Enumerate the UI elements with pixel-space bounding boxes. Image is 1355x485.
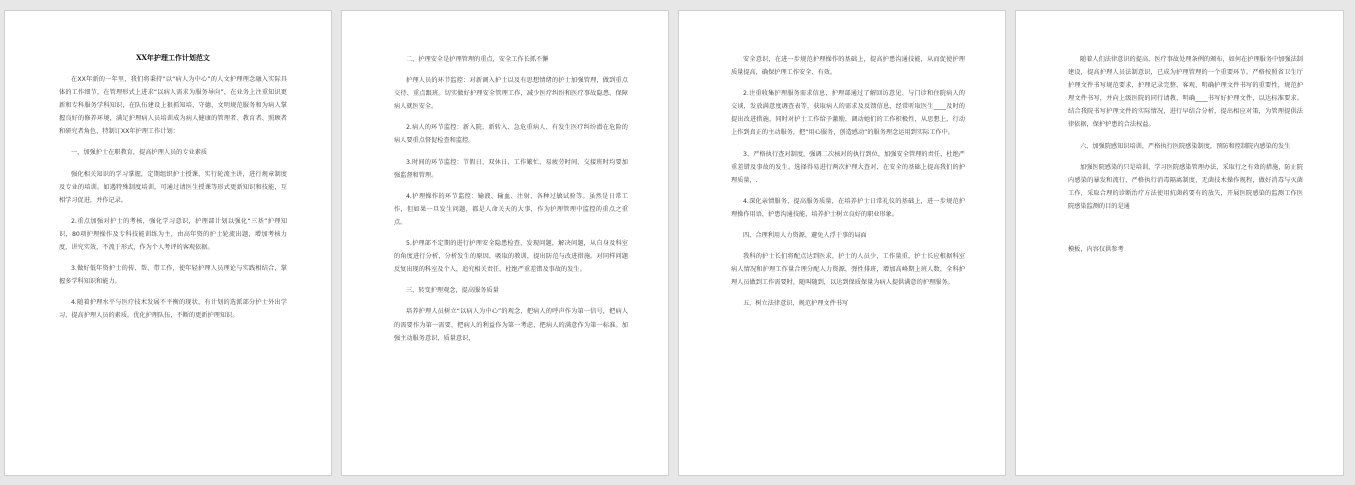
section-heading: 一、加强护士在职教育，提高护理人员的专业素质: [71, 149, 208, 157]
paragraph: 3、严格执行查对制度，强调二次核对的执行到位，加强安全管理的责任，杜绝严重差错及事故的发生。选择得易进行两次护理大查对，在安全的基础上提高我们的护理质量，.: [731, 150, 965, 184]
paragraph: 2.重点加强对护士的考核，强化学习意识，护理部计划以强化“三基”护理知识，80项护理操作及专科技能训练为主，由高年资的护士轮流出题，增加考核力度，讲究实效，不流于形式，作为个人考评的客观依据。: [59, 217, 287, 252]
paragraph: 3.时间的环节监控：节假日、双休日、工作繁忙、易疲劳时间、交接班时均要加强监督和管理。: [394, 158, 628, 179]
paragraph: 4.护理操作的环节监控：输液、输血、注射、各种过敏试验等。虽然是日常工作，但如果一旦发生问题，都是人命关天的大事，作为护理管理中监控的重点之重点。: [394, 192, 628, 226]
document-page-1: [4, 10, 332, 476]
paragraph: 4.随着护理水平与医疗技术发展不平衡的现状，有计划的选派部分护士外出学习，提高护理人员的素质，优化护理队伍，不断的更新护理知识。: [59, 299, 287, 320]
paragraph: 2.病人的环节监控：新入院、新转入、急危重病人、有发生医疗纠纷潜在危险的病人要重点督促检查和监控。: [394, 124, 628, 145]
paragraph: 培养护理人员树立“以病人为中心”的观念，把病人的呼声作为第一信号，把病人的需要作为第一需要，把病人的利益作为第一考虑，把病人的满意作为第一标准。加强主动服务意识，质量意识，: [394, 308, 628, 342]
paragraph: 4.深化亲情服务，提高服务质量，在培养护士日常礼仪的基础上，进一步规范护理操作用语，护患沟通技能，培养护士树立良好的职业形象。: [731, 197, 965, 218]
paragraph: 安全意识，在进一步规范护理操作的基础上，提高护患沟通技能，从而促使护理质量提高，确保护理工作安全、有效。: [731, 56, 965, 77]
section-heading: 三、转变护理观念，提高服务质量: [406, 287, 499, 295]
section-heading: 六、加强院感知识培训，严格执行医院感染制度，预防和控制院内感染的发生: [1080, 142, 1291, 150]
paragraph: 2.注重收集护理服务需求信息，护理部通过了解回访意见、与门诊和住院病人的交谈，发放满意度调查表等，获取病人的需求及反馈信息，经常听取医生____及时的提出改进措施，同时对护士工作给予激励，调动她们的工作积极性，从思想上，行动上作到真正的主动服务，把“用心服务，创造感动”的服务理念运用到实际工作中。: [731, 90, 965, 137]
paragraph: 随着人们法律意识的提高，医疗事故处理条例的颁布，如何在护理服务中加强法制建设，提高护理人员法制意识，已成为护理管理的一个重要环节。严格按照省卫生厅护理文件书写规范要求，护理记录完整、客观，明确护理文件书写的重要性，规范护理文件书写，并向上级医院的同行请教，明确____书写好护理文件，以达标准要求。结合我院书写护理文件的实际情况，进行早结合分析，提出相应对策，为管理提供法律依据，保护护患的合法权益。: [1068, 56, 1303, 129]
paragraph: 加强医院感染的只是培训，学习医院感染管理办法，采取行之有效的措施，防止院内感染的暴发和流行，严格执行消毒隔离制度，无菌技术操作规程，做好消毒与灭菌工作，采取合理的诊断治疗方法使用抗菌药要有的放矢，开展医院感染的监测工作医院感染监测的目的是通: [1068, 163, 1303, 210]
section-heading: 四、合理利用人力资源，避免人浮于事的局面: [743, 232, 867, 240]
paragraph: 我科的护士长们将配点达到医求，护士的人员少，工作量重，护士长应根据科室病人情况和护理工作量合理分配人力资源，弹性排班，增加高峰期上班人数，全科护理人员做到工作需要时，随叫随到，以达到保质保量为病人提供满意的护理服务。: [731, 253, 965, 287]
paragraph: 护理人员的环节监控：对新调入护士以及有思想情绪的护士加强管理，做到重点交待、重点跟班。切实做好护理安全管理工作，减少医疗纠纷和医疗事故隐患，保障病人就医安全。: [394, 77, 628, 111]
document-page-4: [1015, 10, 1344, 476]
paragraph: 5.护理部不定期的进行护理安全隐患检查，发现问题，解决问题，从自身及科室的角度进行分析，分析发生的原因，吸取的教训，提出防范与改进措施。对同样问题反复出现的科室及个人，追究相关责任，杜绝严重差错及事故的发生。: [394, 240, 628, 274]
paragraph: 在XX年新的一年里，我们将秉持“以“病人为中心”的人文护理理念融入实际具体的工作细节，在管理形式上进求“以病人需求为服务导向”，在业务上注重知识更新和专科服务学科知识，在队伍建设上狠抓知培、守德、文明规范服务和为病人掌握良好的修养环境，满足护理病人员培训成为病人健康的管理者、教育者、照顾者和研究者角色，特制订XX年护理工作计划：: [59, 76, 287, 136]
template-note: 模板，内容仅供参考: [1068, 246, 1124, 254]
section-heading: 五、树立法律意识，规范护理文件书写: [743, 300, 849, 308]
document-page-2: [341, 10, 669, 476]
document-title: XX年护理工作计划范文: [136, 53, 210, 62]
document-page-3: [678, 10, 1006, 476]
paragraph: 3.做好低年资护士的传、帮、带工作，使年轻护理人员理论与实践相结合，掌握多学科知识和能力。: [59, 265, 287, 286]
section-heading: 二、护理安全是护理管理的重点，安全工作长抓不懈: [406, 56, 549, 63]
paragraph: 强化相关知识的学习掌握，定期组织护士授课，实行轮流主讲，进行规章制度及专业的培训。如遇特殊制度培训，可通过请医生授课等形式更新知识和技能，互相学习促进，并作记录。: [59, 170, 287, 204]
